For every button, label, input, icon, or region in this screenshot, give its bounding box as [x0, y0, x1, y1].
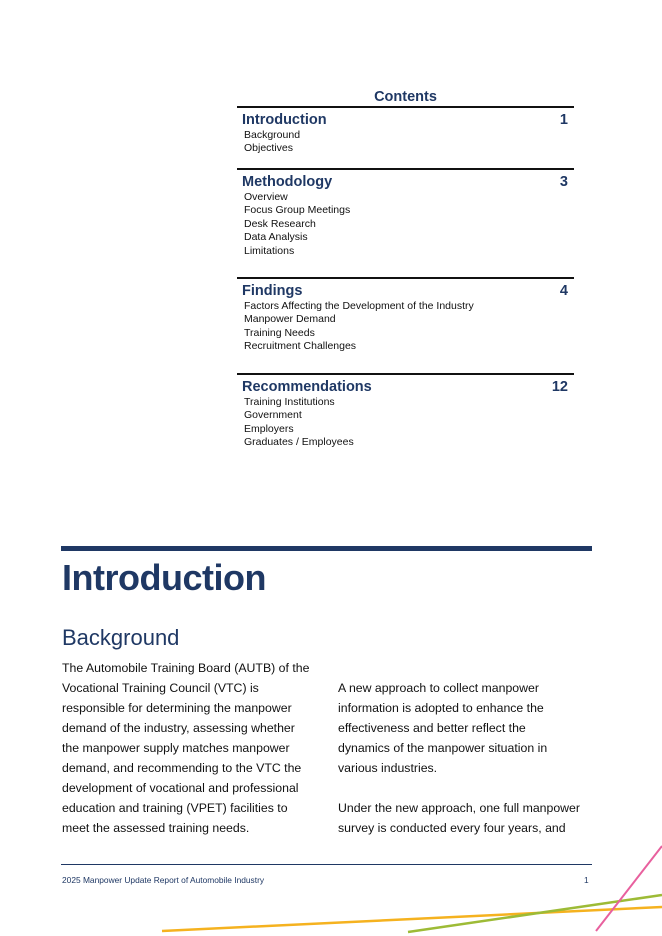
toc-item: Overview — [244, 191, 288, 203]
toc-item: Data Analysis — [244, 231, 308, 244]
toc-section-page: 3 — [559, 174, 568, 190]
toc-item: Objectives — [244, 142, 294, 155]
yellow-accent-line — [162, 907, 662, 931]
body-paragraph: The Automobile Training Board (AUTB) of the Vocational Training Council (VTC) is responsible for determining the manpower demand of the industry, assessing whether the manpower supply matches manpower demand, and recommending to the VTC the development of vocational and professional education and training (VPET) facilities to meet the assessed training needs. — [62, 661, 310, 835]
toc-section-page: 4 — [559, 283, 568, 299]
toc-item: Desk Research — [244, 217, 316, 230]
subsection-title: Background — [62, 625, 180, 650]
toc-section-page: 12 — [551, 379, 568, 395]
toc-item: Employers — [244, 422, 294, 435]
toc-item: Manpower Demand — [244, 313, 336, 326]
toc-section-label: Introduction — [242, 112, 327, 128]
toc-item: Factors Affecting the Development of the Industry — [244, 300, 474, 312]
contents-title: Contents — [374, 89, 437, 105]
toc-item: Focus Group Meetings — [244, 204, 351, 217]
toc-item: Training Institutions — [244, 396, 335, 408]
toc-item: Limitations — [244, 244, 295, 257]
toc-section-page: 1 — [559, 112, 568, 128]
footer-report-title: 2025 Manpower Update Report of Automobile Industry — [62, 875, 265, 885]
toc-item: Graduates / Employees — [244, 436, 354, 449]
toc-section-label: Methodology — [242, 174, 333, 190]
toc-item: Background — [244, 129, 301, 141]
pink-accent-line — [596, 846, 662, 931]
section-title: Introduction — [62, 557, 266, 598]
toc-section-label: Recommendations — [242, 379, 372, 395]
toc-item: Training Needs — [244, 326, 315, 339]
green-accent-line — [408, 895, 662, 932]
toc-item: Government — [244, 409, 302, 422]
body-paragraph: A new approach to collect manpower information is adopted to enhance the effectiveness and better reflect the dynamics of the manpower situation in various industries. — [338, 681, 548, 775]
toc-section-label: Findings — [242, 283, 303, 299]
footer-page-number: 1 — [584, 875, 589, 885]
toc-item: Recruitment Challenges — [244, 340, 357, 353]
body-paragraph: Under the new approach, one full manpower survey is conducted every four years, and — [338, 801, 580, 835]
